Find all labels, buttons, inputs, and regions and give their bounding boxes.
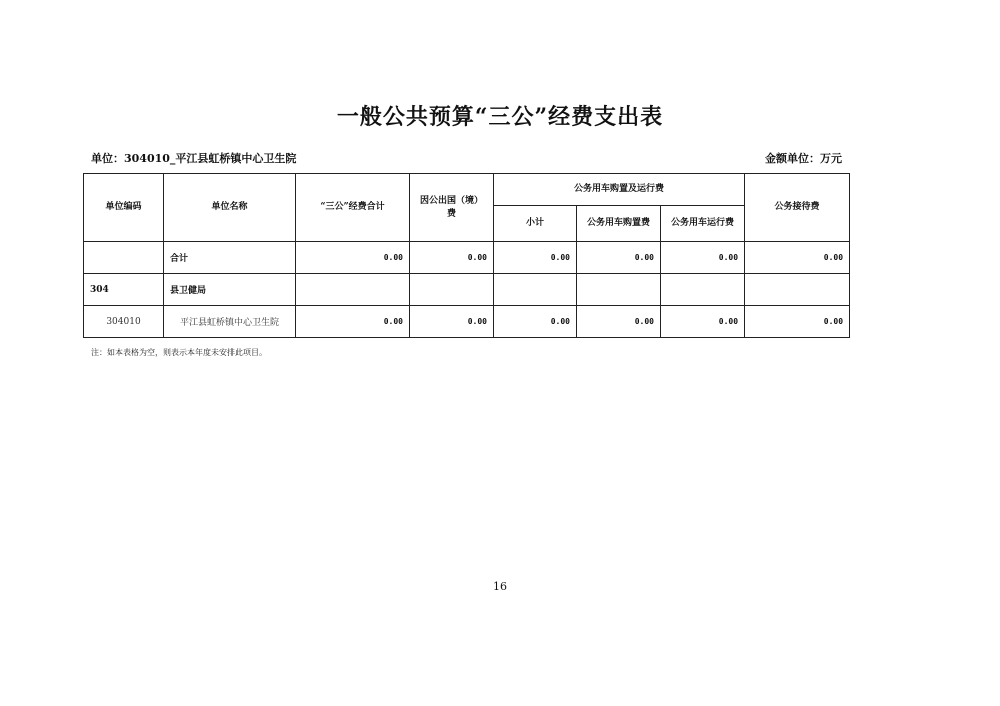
cell-subtotal: 0.00: [494, 242, 577, 274]
cell-operation: 0.00: [661, 242, 745, 274]
cell-total: [296, 274, 410, 306]
cell-operation: [661, 274, 745, 306]
cell-code: [84, 242, 164, 274]
header-reception: 公务接待费: [745, 174, 850, 242]
cell-name: 平江县虹桥镇中心卫生院: [164, 306, 296, 338]
cell-purchase: [577, 274, 661, 306]
cell-reception: 0.00: [745, 242, 850, 274]
table-row-total: [84, 242, 850, 274]
header-subtotal: 小计: [494, 206, 577, 242]
cell-subtotal: [494, 274, 577, 306]
cell-operation: 0.00: [661, 306, 745, 338]
footnote: 注：如本表格为空，则表示本年度未安排此项目。: [91, 348, 267, 357]
page-number: 16: [493, 580, 507, 593]
cell-abroad: 0.00: [410, 242, 494, 274]
cell-total: 0.00: [296, 242, 410, 274]
cell-name: 县卫健局: [164, 274, 296, 306]
cell-code: 304: [84, 274, 164, 306]
budget-table: [83, 173, 850, 338]
header-code: 单位编码: [84, 174, 164, 242]
header-operation: 公务用车运行费: [661, 206, 745, 242]
cell-abroad: [410, 274, 494, 306]
header-abroad: 因公出国（境）费: [410, 174, 494, 242]
cell-name: 合计: [164, 242, 296, 274]
cell-code: 304010: [84, 306, 164, 338]
cell-purchase: 0.00: [577, 306, 661, 338]
cell-abroad: 0.00: [410, 306, 494, 338]
cell-subtotal: 0.00: [494, 306, 577, 338]
header-name: 单位名称: [164, 174, 296, 242]
unit-label: 单位：304010_平江县虹桥镇中心卫生院: [91, 152, 297, 165]
cell-total: 0.00: [296, 306, 410, 338]
cell-purchase: 0.00: [577, 242, 661, 274]
amount-unit-label: 金额单位：万元: [765, 152, 842, 165]
cell-reception: 0.00: [745, 306, 850, 338]
table-row-department: [84, 274, 850, 306]
header-vehicle-group: 公务用车购置及运行费: [494, 174, 745, 206]
header-total: “三公”经费合计: [296, 174, 410, 242]
table-header-row: [84, 174, 850, 206]
table-row-unit: [84, 306, 850, 338]
cell-reception: [745, 274, 850, 306]
page-title: 一般公共预算“三公”经费支出表: [336, 104, 664, 130]
header-purchase: 公务用车购置费: [577, 206, 661, 242]
